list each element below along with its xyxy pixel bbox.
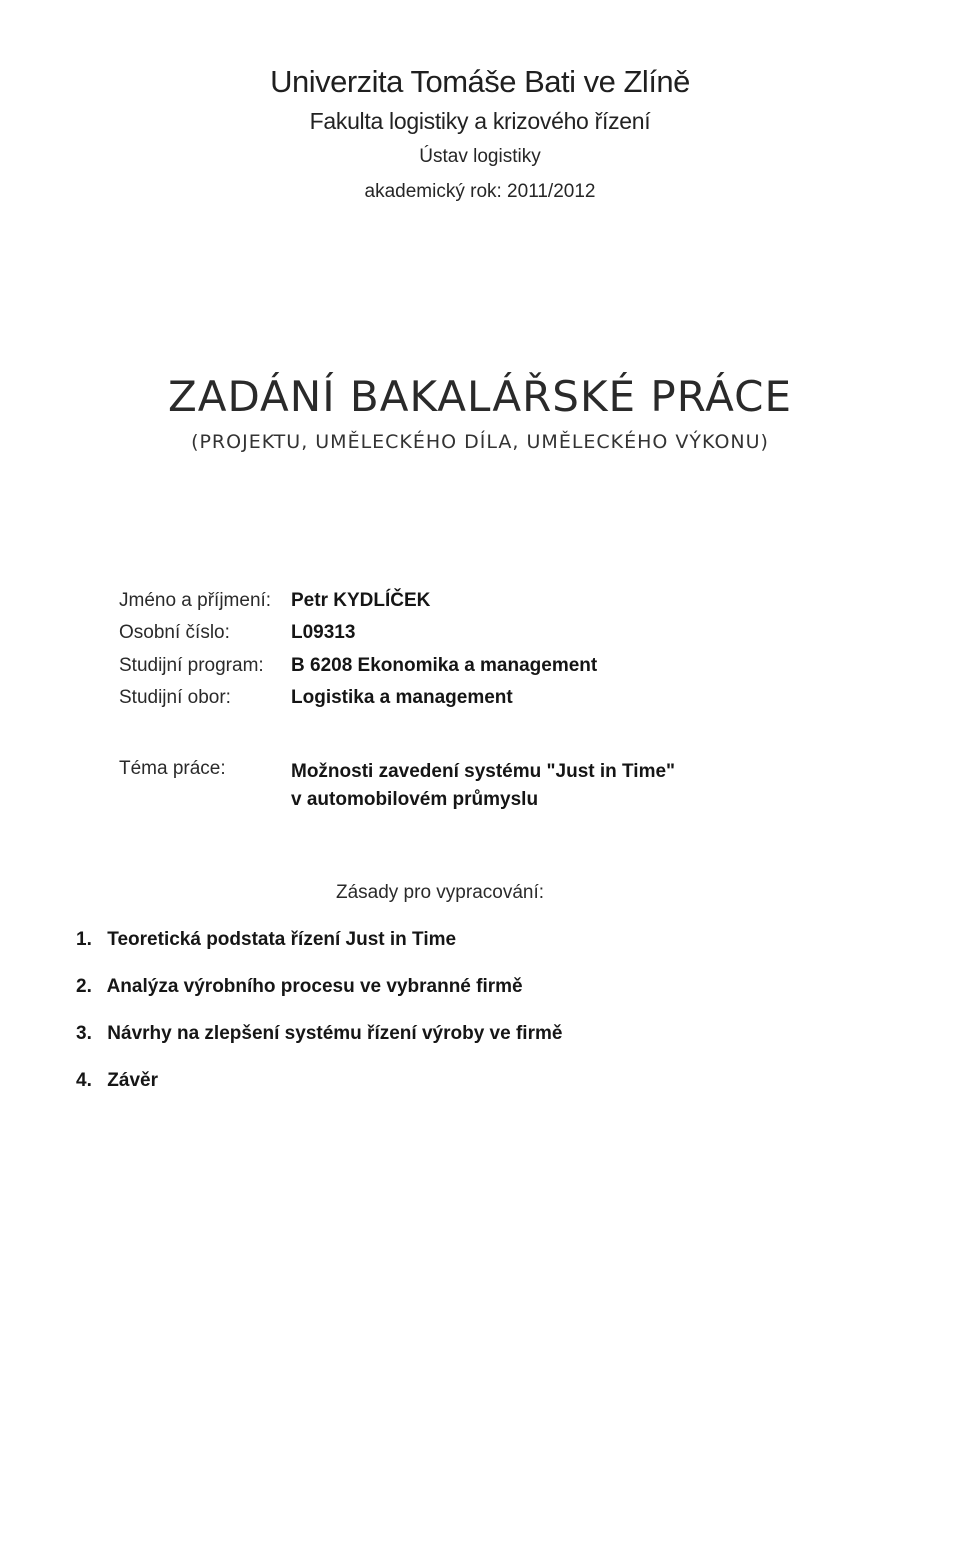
program-label: Studijní program:: [119, 655, 264, 676]
topic-label: Téma práce:: [119, 758, 226, 779]
name-value: Petr KYDLÍČEK: [291, 590, 431, 611]
field-value: Logistika a management: [291, 687, 513, 708]
list-item-text: Analýza výrobního procesu ve vybranné firmě: [106, 976, 523, 997]
id-value: L09313: [291, 622, 356, 643]
academic-year: akademický rok: 2011/2012: [364, 181, 596, 202]
list-item-number: 1.: [76, 929, 92, 950]
name-label: Jméno a příjmení:: [119, 590, 272, 611]
field-label: Studijní obor:: [119, 687, 231, 708]
list-item-number: 3.: [76, 1023, 92, 1044]
id-label: Osobní číslo:: [119, 622, 230, 643]
list-item: [76, 1023, 876, 1070]
principles-heading: Zásady pro vypracování:: [335, 882, 545, 903]
university-name: Univerzita Tomáše Bati ve Zlíně: [270, 64, 690, 99]
institute-name: Ústav logistiky: [419, 146, 541, 167]
list-item-number: 2.: [76, 976, 92, 997]
list-item-text: Závěr: [107, 1070, 158, 1091]
list-item: [76, 929, 876, 976]
faculty-name: Fakulta logistiky a krizového řízení: [309, 108, 651, 134]
topic-line-1: Možnosti zavedení systému "Just in Time": [291, 761, 676, 782]
program-value: B 6208 Ekonomika a management: [291, 655, 598, 676]
document-title: ZADÁNÍ BAKALÁŘSKÉ PRÁCE: [167, 372, 793, 421]
list-item-text: Teoretická podstata řízení Just in Time: [107, 929, 457, 950]
list-item-text: Návrhy na zlepšení systému řízení výroby ve firmě: [107, 1023, 563, 1044]
topic-line-2: v automobilovém průmyslu: [291, 789, 539, 810]
list-item: [76, 976, 876, 1023]
document-subtitle: (PROJEKTU, UMĚLECKÉHO DÍLA, UMĚLECKÉHO VÝKONU): [191, 431, 769, 453]
list-item: [76, 1070, 876, 1117]
list-item-number: 4.: [76, 1070, 92, 1091]
topic-value: [291, 758, 811, 814]
principles-list: [76, 929, 876, 1117]
